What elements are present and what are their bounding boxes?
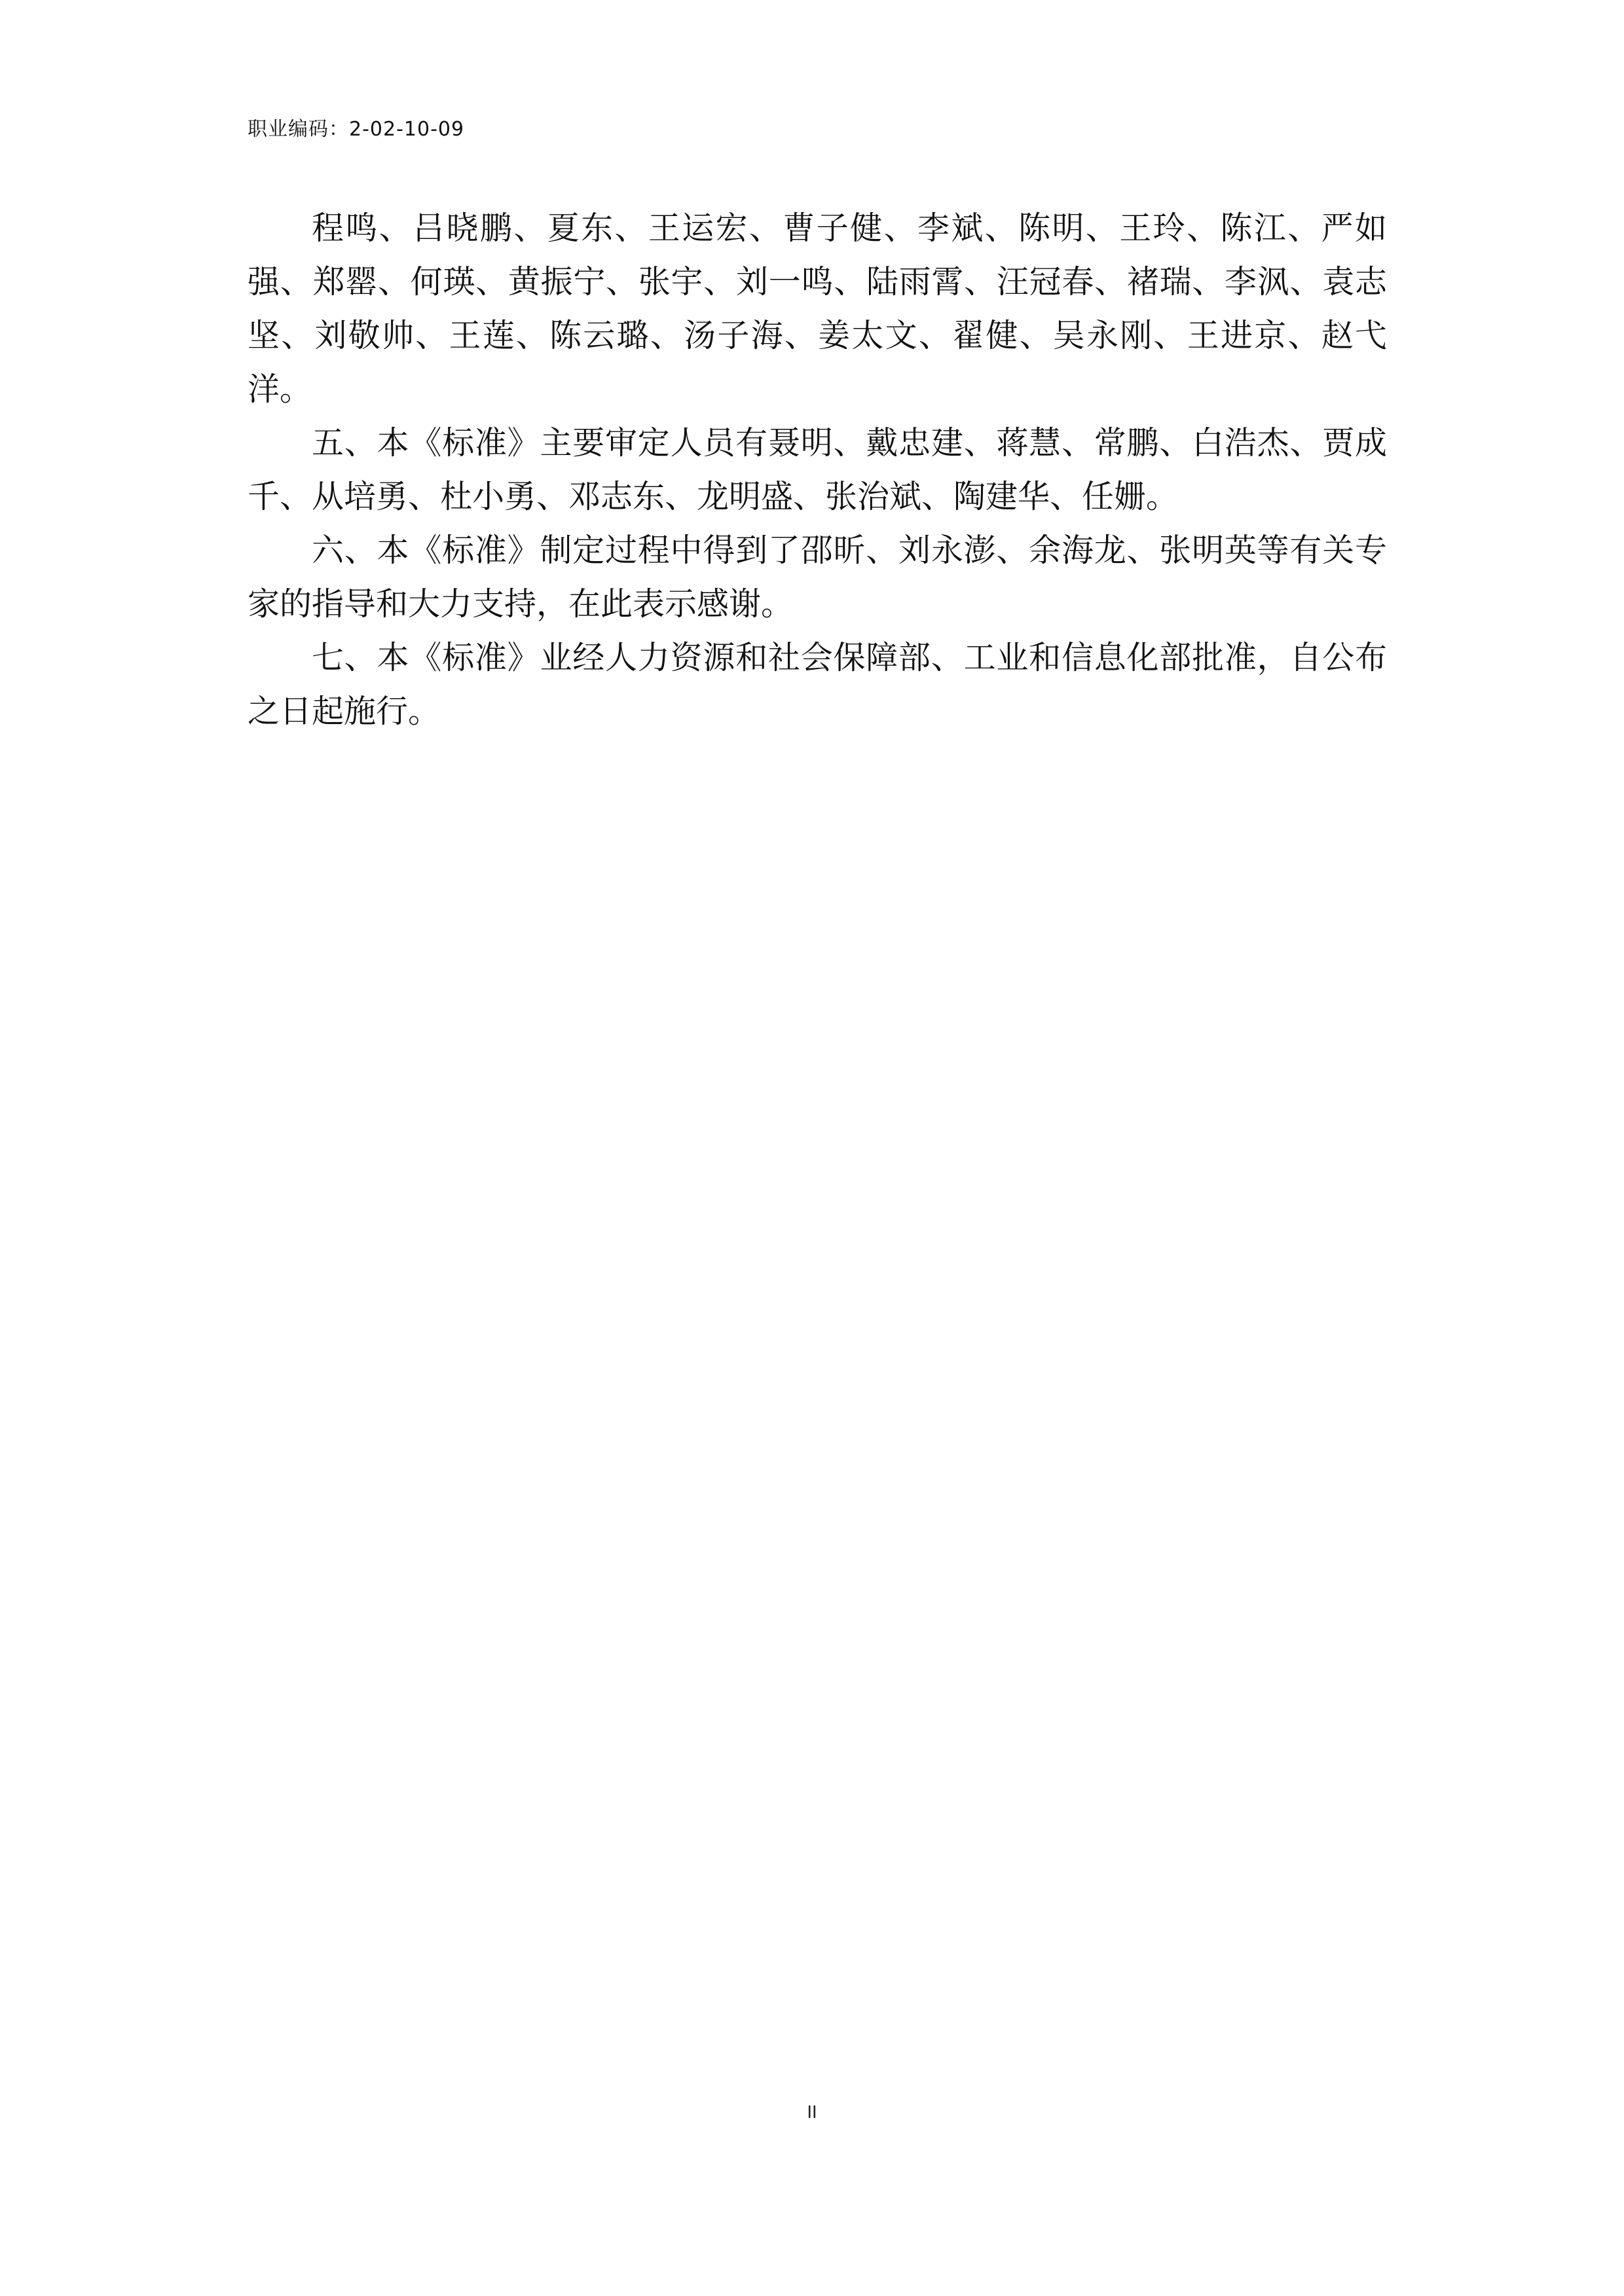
paragraph-drafters-continued: 程鸣、吕晓鹏、夏东、王运宏、曹子健、李斌、陈明、王玲、陈江、严如强、郑罂、何瑛、黄振宁、张宇、刘一鸣、陆雨霄、汪冠春、褚瑞、李沨、袁志坚、刘敬帅、王莲、陈云璐、汤子海、姜太文、翟健、吴永刚、王进京、赵弋洋。 xyxy=(248,210,1387,408)
document-body xyxy=(248,202,1387,738)
page-number: II xyxy=(807,2103,817,2123)
paragraph-acknowledgements: 六、本《标准》制定过程中得到了邵昕、刘永澎、余海龙、张明英等有关专家的指导和大力支持，在此表示感谢。 xyxy=(248,532,1387,623)
paragraph-reviewers: 五、本《标准》主要审定人员有聂明、戴忠建、蒋慧、常鹏、白浩杰、贾成千、从培勇、杜小勇、邓志东、龙明盛、张治斌、陶建华、任姗。 xyxy=(248,424,1387,515)
occupation-code-header: 职业编码：2-02-10-09 xyxy=(248,118,465,141)
paragraph-approval: 七、本《标准》业经人力资源和社会保障部、工业和信息化部批准，自公布之日起施行。 xyxy=(248,639,1387,730)
